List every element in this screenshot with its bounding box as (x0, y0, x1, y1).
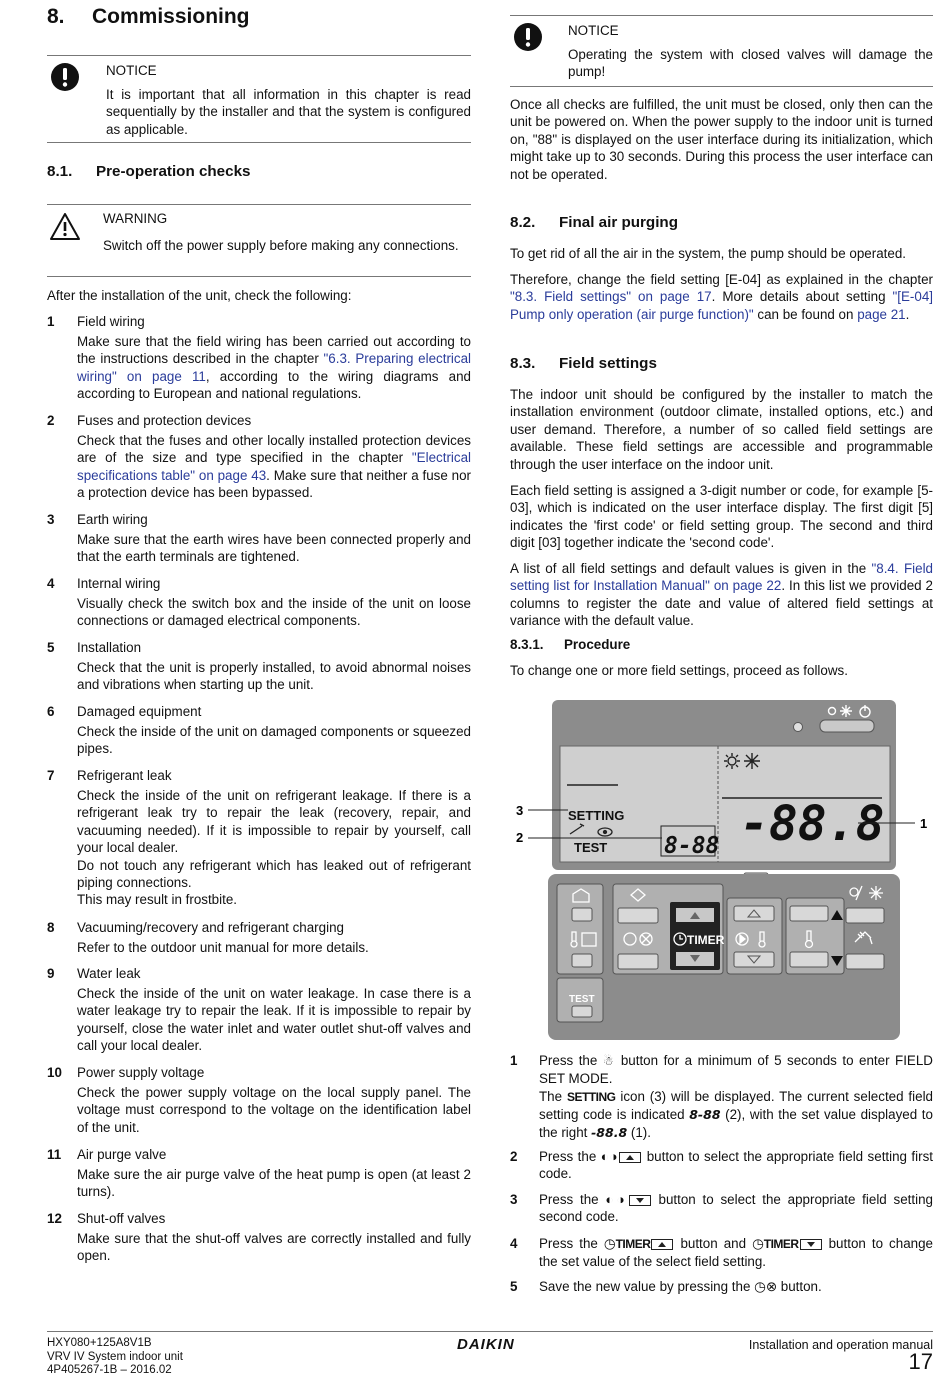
link-electrical-specifications[interactable]: "Electrical specifications table" on page 43 (77, 450, 471, 483)
temp-down-button[interactable] (790, 952, 828, 967)
link-e04-pump-only[interactable]: "[E-04] Pump only operation (air purge function)" (510, 289, 933, 322)
subsubsection-heading-8-3-1: 8.3.1. Procedure (510, 637, 631, 652)
up-arrow-key-icon (619, 1152, 641, 1163)
dhw-thermometer-icon: ◐◑ (600, 1149, 619, 1164)
lcd-test-label: TEST (574, 840, 608, 855)
footer-product: VRV IV System indoor unit (47, 1350, 183, 1363)
warning-title: WARNING (103, 211, 168, 226)
lcd-setting-label: SETTING (568, 808, 625, 823)
quiet-mode-button[interactable] (846, 954, 884, 969)
temp-up-button[interactable] (790, 906, 828, 921)
footer-manual-title: Installation and operation manual (748, 1338, 933, 1352)
daikin-logo: DAIKIN (457, 1336, 515, 1353)
lcd-code-display: 8-88 (664, 833, 720, 859)
link-page-21[interactable]: page 21 (857, 306, 906, 322)
divider (47, 204, 471, 205)
link-field-setting-list[interactable]: "8.4. Field setting list for Installation Manual" on page 22 (510, 561, 933, 594)
notice-icon (50, 62, 80, 96)
link-field-settings[interactable]: "8.3. Field settings" on page 17 (510, 289, 712, 305)
intro-text: After the installation of the unit, check the following: (47, 288, 352, 303)
notice-text: It is important that all information in this chapter is read sequentially by the installer and that the system is configured as applicable. (106, 87, 471, 137)
test-button-label: TEST (569, 994, 595, 1005)
subsection-heading-8-1: 8.1. Pre-operation checks (47, 163, 251, 180)
program-button[interactable] (618, 908, 658, 923)
notice-text: Operating the system with closed valves will damage the pump! (568, 47, 933, 80)
warning-text: Switch off the power supply before making any connections. (103, 238, 459, 253)
link-preparing-electrical-wiring[interactable]: "6.3. Preparing electrical wiring" on page 11 (77, 351, 471, 384)
dhw-thermometer-icon: ◐◑ (605, 1192, 628, 1207)
timer-label: TIMER (687, 933, 725, 947)
callout-number: 1 (920, 816, 928, 831)
notice-title: NOTICE (568, 23, 619, 38)
clock-cancel-icon: ◷⊗ (754, 1279, 778, 1294)
subsection-heading-8-2: 8.2. Final air purging (510, 214, 678, 231)
on-off-button[interactable] (820, 720, 874, 732)
warning-triangle-icon (49, 212, 81, 246)
footer-meta (47, 1337, 183, 1378)
heat-cool-button[interactable] (846, 908, 884, 923)
footer-docnum: 4P405267-1B – 2016.02 (47, 1364, 172, 1376)
clock-icon: ◷ (603, 1236, 616, 1251)
field-set-button-icon: ☃ (602, 1054, 616, 1068)
notice-title: NOTICE (106, 63, 157, 78)
footer-model: HXY080+125A8V1B (47, 1337, 152, 1349)
dhw-up-button[interactable] (734, 906, 774, 921)
up-arrow-key-icon (651, 1239, 673, 1250)
paragraph: Each field setting is assigned a 3-digit number or code, for example [5-03], which is indicated on the user interface display. The first digit [5] indicates the 'first code' or field setting group. The second and third digit [03] together indicate the 'second code'. (510, 483, 933, 551)
divider (47, 55, 471, 56)
divider (510, 86, 933, 87)
page-footer (47, 1331, 933, 1376)
status-led-icon (794, 723, 803, 732)
notice-icon (513, 22, 543, 56)
paragraph: To get rid of all the air in the system, the pump should be operated. (510, 246, 906, 261)
callout-number: 3 (516, 803, 524, 818)
lcd-value-display: -88.8 (740, 796, 885, 852)
clock-cancel-button[interactable] (618, 954, 658, 969)
page-number: 17 (908, 1349, 933, 1374)
paragraph: A list of all field settings and default values is given in the "8.4. Field setting list for Installation Manual" on page 22. In this list we provided 2 columns to register the date and value of altered field settings at variance with the default value. (510, 561, 933, 629)
house-button[interactable] (572, 908, 592, 921)
test-button[interactable] (572, 1006, 592, 1017)
paragraph: Therefore, change the field setting [E-04] as explained in the chapter "8.3. Field settings" on page 17. More details about setting "[E-04] Pump only operation (air purge function)" can be found on page 21. (510, 272, 933, 322)
user-interface-illustration (510, 698, 933, 1043)
subsection-heading-8-3: 8.3. Field settings (510, 355, 657, 372)
clock-icon: ◷ (752, 1236, 764, 1251)
dhw-down-button[interactable] (734, 952, 774, 967)
section-heading: 8. Commissioning (47, 5, 250, 28)
divider (47, 276, 471, 277)
down-arrow-key-icon (629, 1195, 651, 1206)
paragraph: The indoor unit should be configured by the installer to match the installation environment (outdoor climate, installed options, etc.) and user demand. Therefore, a number of so called field settings are available. These field settings are accessible and programmable through the user interface on the indoor unit. (510, 387, 933, 472)
paragraph: To change one or more field settings, proceed as follows. (510, 663, 848, 678)
divider (510, 15, 933, 16)
callout-number: 2 (516, 830, 524, 845)
auto-button[interactable] (572, 954, 592, 967)
after-checks-text: Once all checks are fulfilled, the unit must be closed, only then can the unit be powered on. When the power supply to the indoor unit is turned on, "88" is displayed on the user interface during its initialization, which might take up to 30 seconds. During this process the user interface can not be operated. (510, 97, 933, 182)
divider (47, 142, 471, 143)
down-arrow-key-icon (800, 1239, 822, 1250)
